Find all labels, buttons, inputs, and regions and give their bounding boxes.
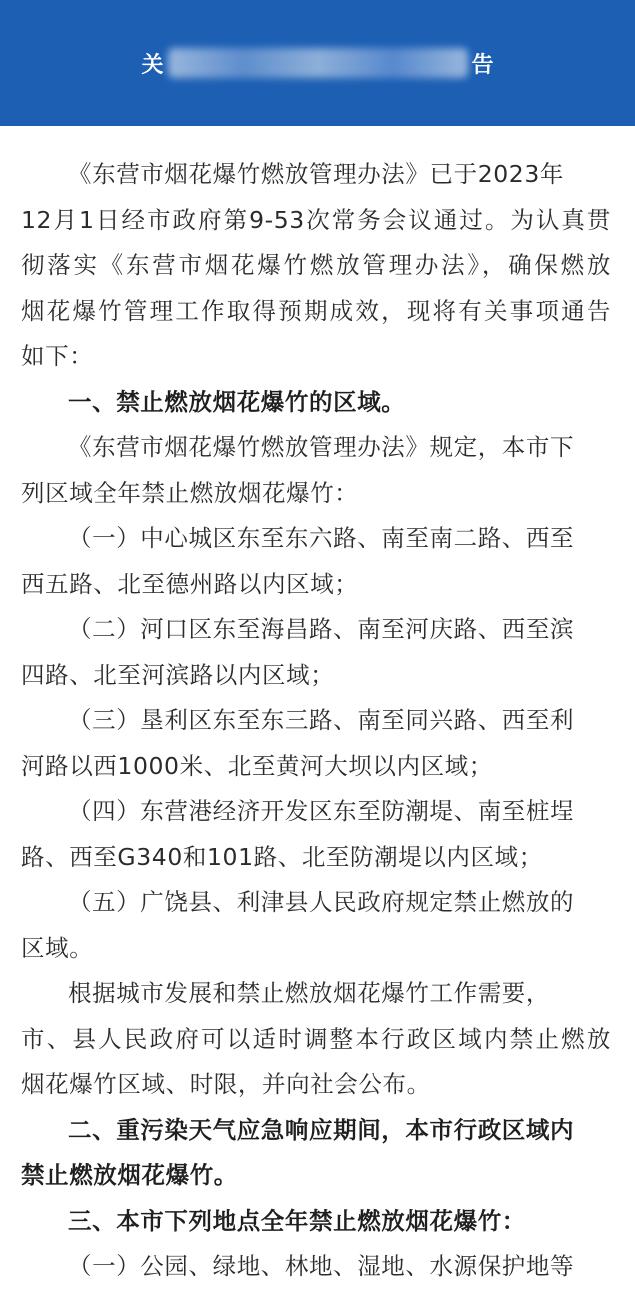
paragraph-line: 烟花爆竹管理工作取得预期成效，现将有关事项通告 xyxy=(21,296,611,325)
paragraph-line: 烟花爆竹区域、时限，并向社会公布。 xyxy=(21,1070,431,1098)
section-heading: 禁止燃放烟花爆竹。 xyxy=(21,1161,238,1189)
section-heading: 二、重污染天气应急响应期间，本市行政区域内 xyxy=(68,1115,575,1144)
title-last-char: 告 xyxy=(471,52,494,78)
notice-body xyxy=(21,152,611,1290)
paragraph-line: 彻落实《东营市烟花爆竹燃放管理办法》，确保燃放 xyxy=(21,251,611,279)
section-heading: 三、本市下列地点全年禁止燃放烟花爆竹： xyxy=(68,1206,526,1235)
title-first-char: 关 xyxy=(141,52,164,78)
list-item-line: （一）中心城区东至东六路、南至南二路、西至 xyxy=(68,524,575,552)
title-banner xyxy=(0,0,635,126)
list-item-line: （五）广饶县、利津县人民政府规定禁止燃放的 xyxy=(68,888,575,916)
paragraph-line: 《东营市烟花爆竹燃放管理办法》已于2023年 xyxy=(68,160,565,188)
list-item-line: 西五路、北至德州路以内区域； xyxy=(21,569,359,598)
list-item-line: 区域。 xyxy=(21,933,94,962)
paragraph-line: 《东营市烟花爆竹燃放管理办法》规定，本市下 xyxy=(68,433,575,461)
list-item-line: 河路以西1000米、北至黄河大坝以内区域； xyxy=(21,751,493,780)
paragraph-line: 12月1日经市政府第9-53次常务会议通过。为认真贯 xyxy=(21,205,611,234)
paragraph-line: 如下： xyxy=(21,342,94,370)
notice-title xyxy=(141,48,493,79)
paragraph-line: 根据城市发展和禁止燃放烟花爆竹工作需要， xyxy=(68,979,550,1007)
paragraph-line: 列区域全年禁止燃放烟花爆竹： xyxy=(21,478,359,507)
list-item-line: （一）公园、绿地、林地、湿地、水源保护地等 xyxy=(68,1252,575,1280)
list-item-line: 四路、北至河滨路以内区域； xyxy=(21,660,335,689)
list-item-line: （二）河口区东至海昌路、南至河庆路、西至滨 xyxy=(68,615,575,643)
blurred-title-text xyxy=(168,48,468,78)
section-heading: 一、禁止燃放烟花爆竹的区域。 xyxy=(68,387,406,416)
list-item-line: 路、西至G340和101路、北至防潮堤以内区域； xyxy=(21,842,543,871)
list-item-line: （三）垦利区东至东三路、南至同兴路、西至利 xyxy=(68,706,575,734)
paragraph-line: 市、县人民政府可以适时调整本行政区域内禁止燃放 xyxy=(21,1024,611,1053)
list-item-line: （四）东营港经济开发区东至防潮堤、南至桩埕 xyxy=(68,797,575,825)
